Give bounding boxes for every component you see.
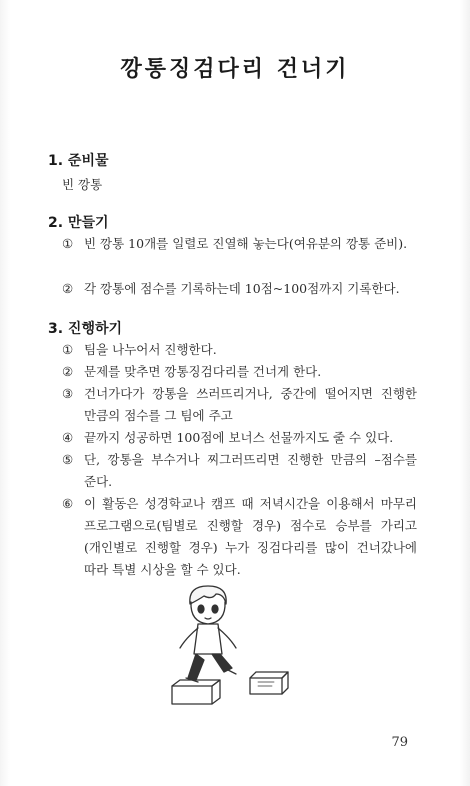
- child-crossing-cans-illustration: [128, 582, 328, 722]
- page-title: 깡통징검다리 건너기: [120, 57, 350, 82]
- item-number: ②: [62, 364, 74, 379]
- list-item: [62, 278, 417, 300]
- section-heading-procedure: 3. 진행하기: [48, 321, 123, 337]
- item-number: ②: [62, 281, 74, 296]
- list-item: [62, 361, 417, 383]
- item-number: ⑤: [62, 452, 74, 467]
- materials-line: 빈 깡통: [62, 177, 103, 192]
- page-number: 79: [391, 735, 408, 750]
- section-heading-making: 2. 만들기: [48, 215, 109, 231]
- list-item: [62, 493, 417, 581]
- list-item: [62, 449, 417, 493]
- list-item: [62, 427, 417, 449]
- item-number: ⑥: [62, 496, 74, 511]
- item-text: 문제를 맞추면 깡통징검다리를 건너게 한다.: [84, 364, 322, 379]
- item-text: 건너가다가 깡통을 쓰러뜨리거나, 중간에 떨어지면 진행한 만큼의 점수를 그 팀에 주고: [84, 386, 417, 423]
- list-item: [62, 233, 417, 255]
- item-number: ③: [62, 386, 74, 401]
- item-number: ④: [62, 430, 74, 445]
- item-text: 각 깡통에 점수를 기록하는데 10점~100점까지 기록한다.: [84, 281, 400, 296]
- item-text: 단, 깡통을 부수거나 찌그러뜨리면 진행한 만큼의 –점수를 준다.: [84, 452, 417, 489]
- item-text: 이 활동은 성경학교나 캠프 때 저녁시간을 이용해서 마무리 프로그램으로(팀별로 진행할 경우) 점수로 승부를 가리고 (개인별로 진행할 경우) 누가 징검다리를 많이 건너갔나에 따라 특별 시상을 할 수 있다.: [84, 496, 417, 577]
- item-text: 팀을 나누어서 진행한다.: [84, 342, 217, 357]
- section-heading-materials: 1. 준비물: [48, 153, 109, 169]
- item-number: ①: [62, 236, 74, 251]
- item-text: 빈 깡통 10개를 일렬로 진열해 놓는다(여유분의 깡통 준비).: [84, 236, 408, 251]
- list-item: [62, 339, 417, 361]
- item-number: ①: [62, 342, 74, 357]
- list-item: [62, 383, 417, 427]
- item-text: 끝까지 성공하면 100점에 보너스 선물까지도 줄 수 있다.: [84, 430, 394, 445]
